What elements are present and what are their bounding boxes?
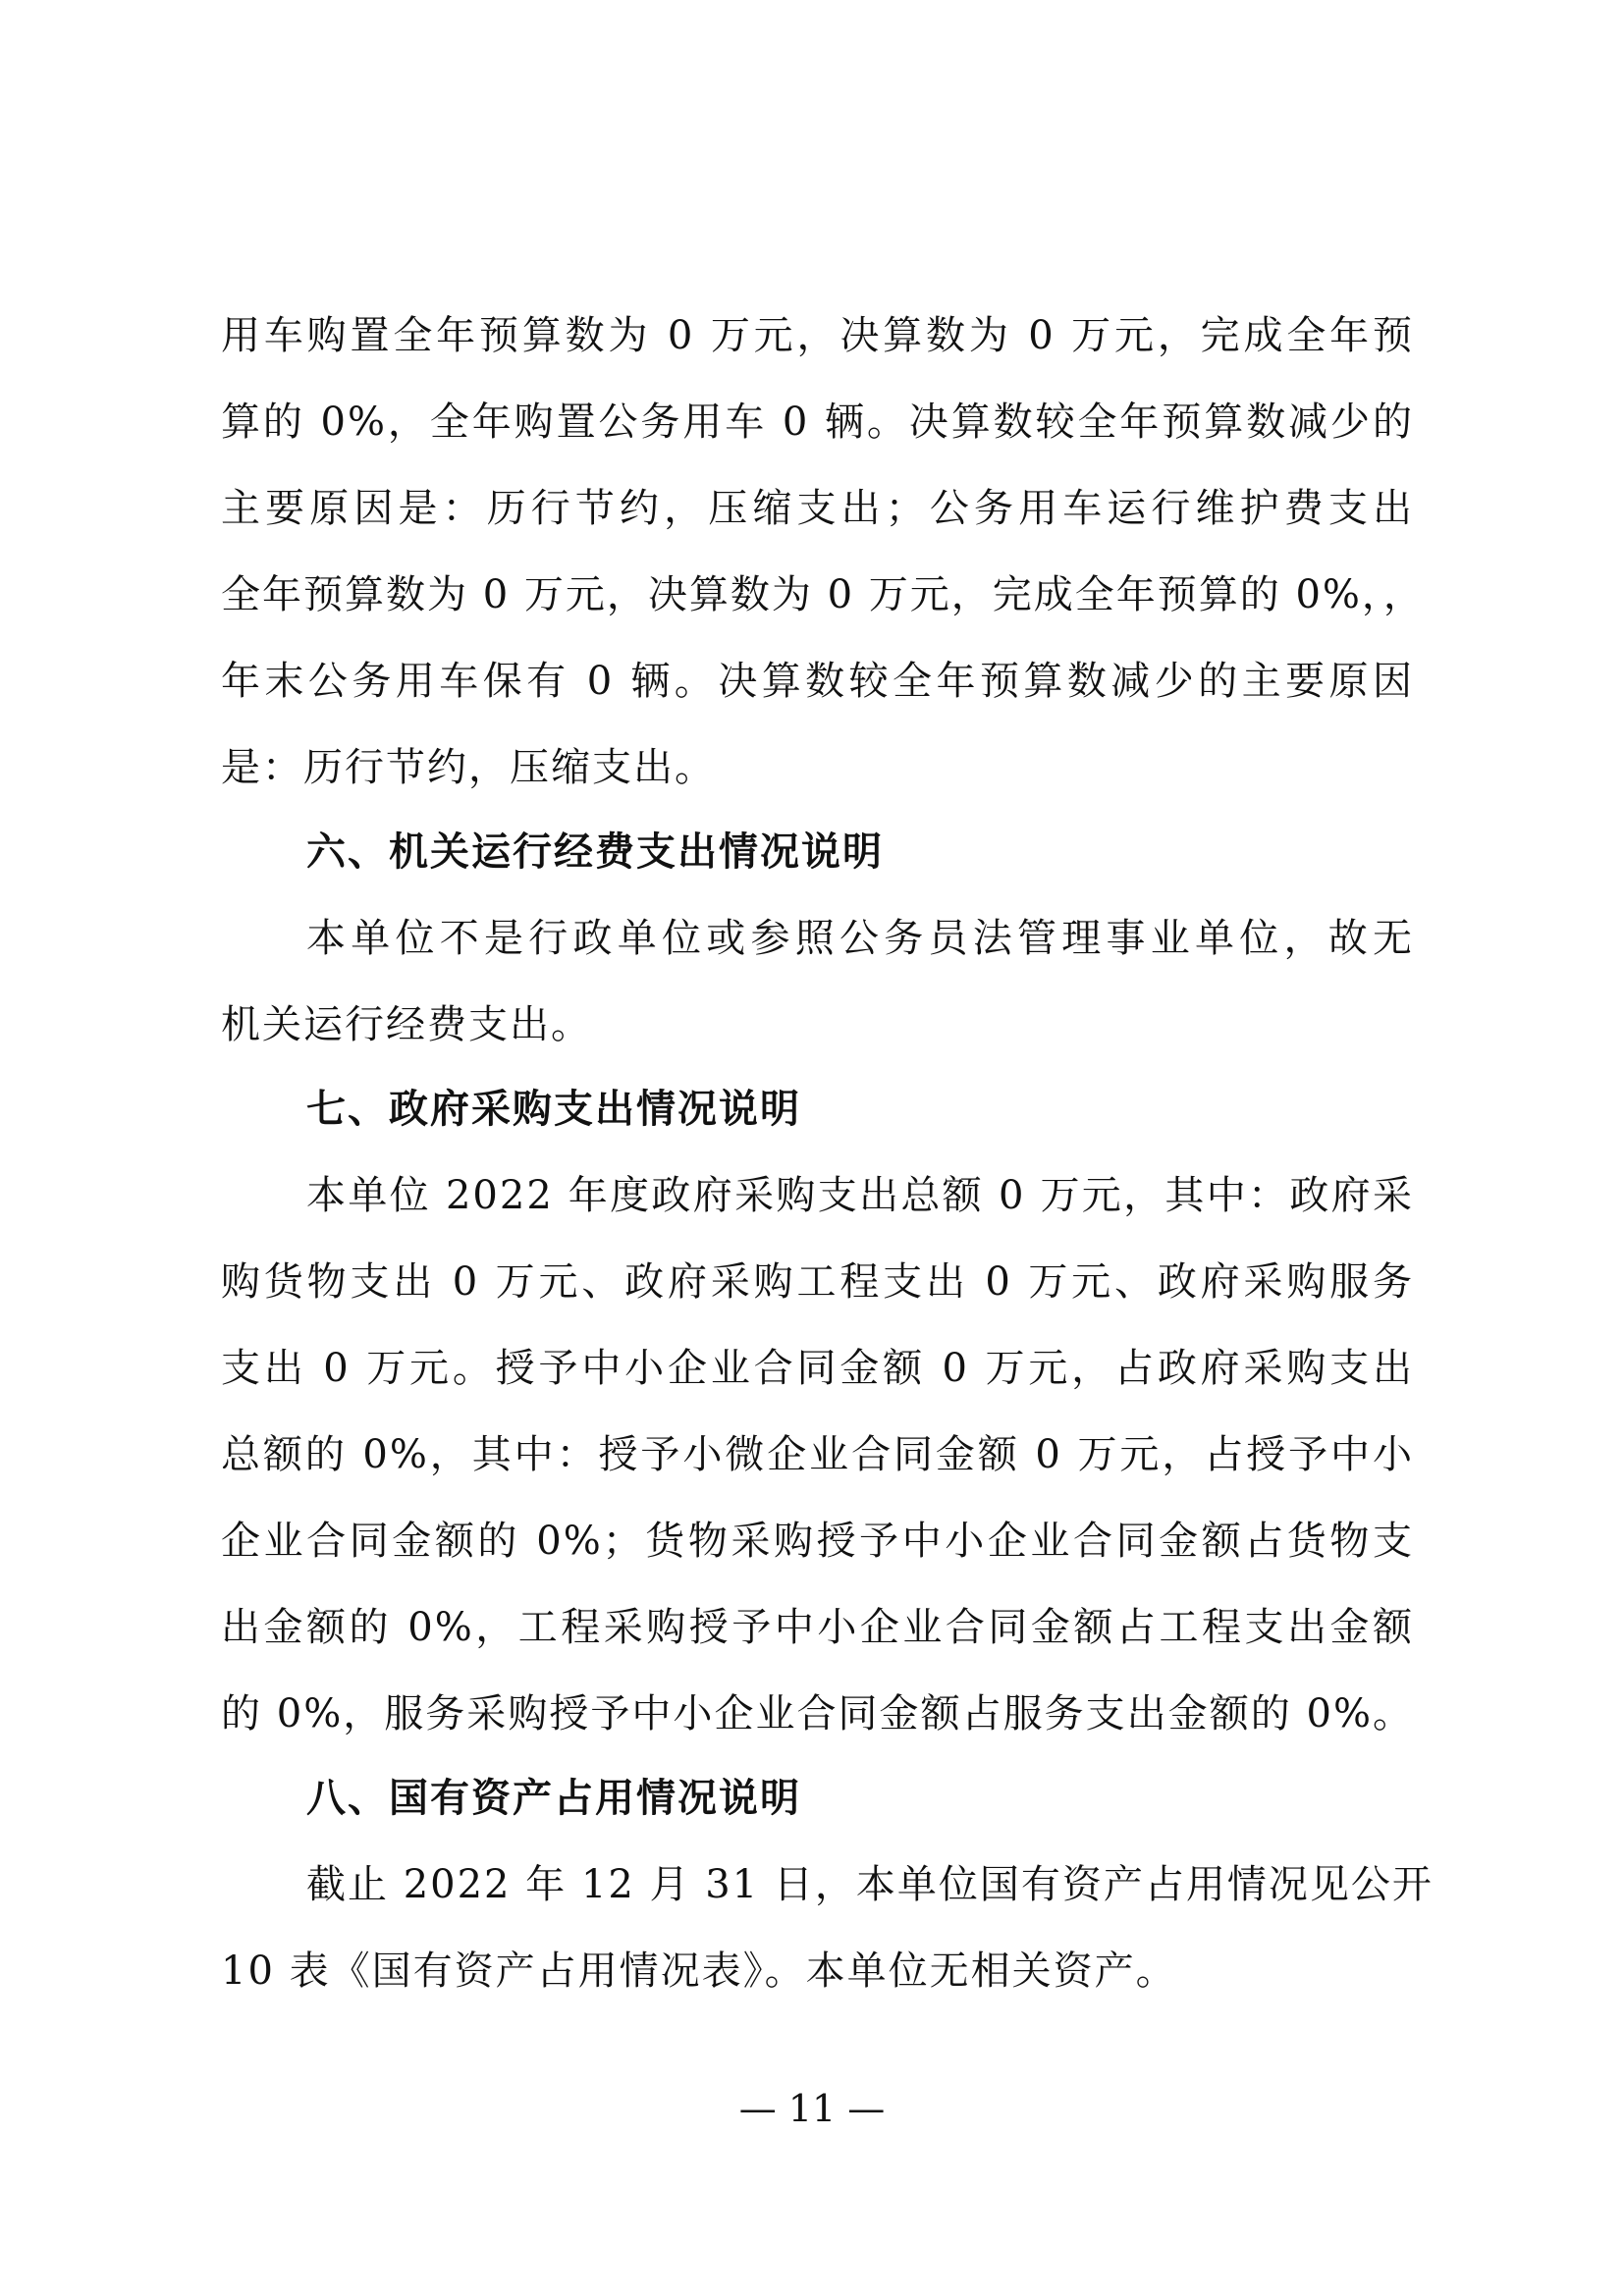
- section-heading: 六、机关运行经费支出情况说明: [306, 829, 884, 875]
- paragraph-line: 本单位不是行政单位或参照公务员法管理事业单位，故无: [306, 916, 1414, 961]
- paragraph-line: 的 0%，服务采购授予中小企业合同金额占服务支出金额的 0%。: [221, 1691, 1414, 1736]
- section-heading: 七、政府采购支出情况说明: [306, 1087, 801, 1132]
- section-heading: 八、国有资产占用情况说明: [306, 1776, 801, 1821]
- paragraph-line: 出金额的 0%，工程采购授予中小企业合同金额占工程支出金额: [221, 1605, 1414, 1650]
- paragraph-line: 本单位 2022 年度政府采购支出总额 0 万元，其中：政府采: [306, 1173, 1414, 1218]
- paragraph-line: 截止 2022 年 12 月 31 日，本单位国有资产占用情况见公开: [306, 1862, 1434, 1907]
- paragraph-line: 是：历行节约，压缩支出。: [221, 745, 716, 790]
- paragraph-line: 10 表《国有资产占用情况表》。本单位无相关资产。: [221, 1949, 1177, 1994]
- page-number: — 11 —: [738, 2087, 886, 2130]
- paragraph-line: 支出 0 万元。授予中小企业合同金额 0 万元，占政府采购支出: [221, 1346, 1414, 1391]
- paragraph-line: 企业合同金额的 0%；货物采购授予中小企业合同金额占货物支: [221, 1519, 1414, 1564]
- paragraph-line: 算的 0%，全年购置公务用车 0 辆。决算数较全年预算数减少的: [221, 400, 1414, 445]
- paragraph-line: 全年预算数为 0 万元，决算数为 0 万元，完成全年预算的 0%，，: [221, 572, 1425, 617]
- paragraph-line: 机关运行经费支出。: [221, 1002, 592, 1047]
- paragraph-line: 主要原因是：历行节约，压缩支出；公务用车运行维护费支出: [221, 486, 1414, 531]
- paragraph-line: 购货物支出 0 万元、政府采购工程支出 0 万元、政府采购服务: [221, 1259, 1414, 1305]
- paragraph-line: 年末公务用车保有 0 辆。决算数较全年预算数减少的主要原因: [221, 659, 1414, 704]
- paragraph-line: 总额的 0%，其中：授予小微企业合同金额 0 万元，占授予中小: [221, 1432, 1414, 1477]
- paragraph-line: 用车购置全年预算数为 0 万元，决算数为 0 万元，完成全年预: [221, 313, 1414, 358]
